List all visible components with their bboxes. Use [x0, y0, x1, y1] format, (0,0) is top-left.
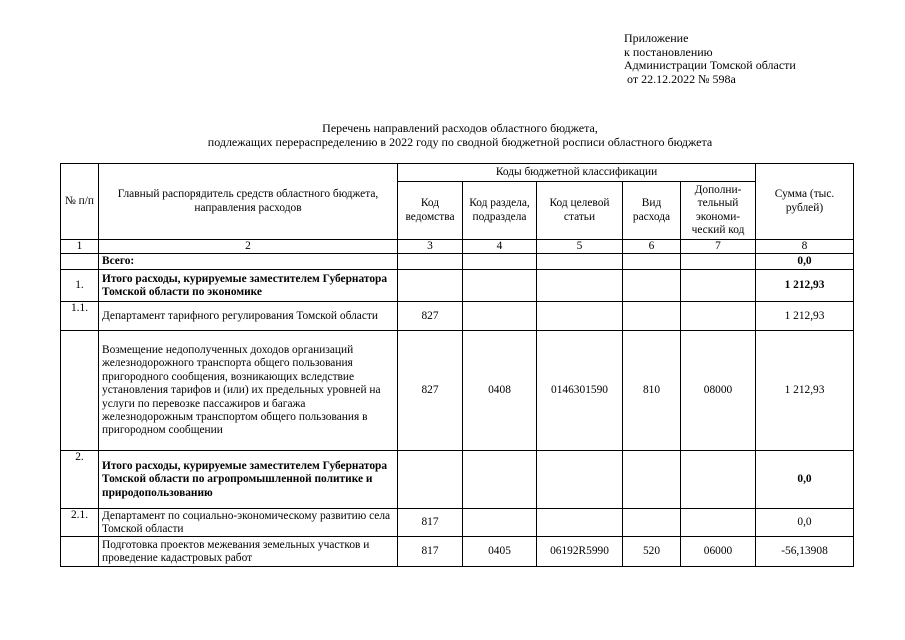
row-add: [681, 302, 756, 331]
row-num: 1.: [61, 270, 99, 302]
col-number: 8: [756, 240, 854, 254]
row-name: Возмещение недополученных доходов организаций железнодорожного транспорта общего пользования пригородного сообщения, возникающих вследствие установления тарифов и (или) их предельных уровней на услуги по перевозке пассажиров и багажа железнодорожным транспортом общего пользования в пригородном сообщении: [99, 331, 398, 451]
appendix-line: Приложение: [624, 31, 689, 45]
header-num: № п/п: [61, 164, 99, 240]
row-sum: 1 212,93: [756, 331, 854, 451]
row-name: Итого расходы, курируемые заместителем Губернатора Томской области по экономике: [99, 270, 398, 302]
col-number: 1: [61, 240, 99, 254]
row-dept: 817: [398, 537, 463, 567]
col-number: 6: [623, 240, 681, 254]
row-sum: 0,0: [756, 451, 854, 509]
table-row: [61, 509, 854, 537]
row-dept: 827: [398, 302, 463, 331]
row-sum: 1 212,93: [756, 270, 854, 302]
row-sum: -56,13908: [756, 537, 854, 567]
table-row: [61, 331, 854, 451]
table-row: [61, 451, 854, 509]
row-target: [537, 302, 623, 331]
row-type: [623, 509, 681, 537]
row-target: 0146301590: [537, 331, 623, 451]
col-number: 3: [398, 240, 463, 254]
row-target: 06192R5990: [537, 537, 623, 567]
row-dept: [398, 451, 463, 509]
appendix-line: от 22.12.2022 № 598а: [627, 71, 736, 86]
row-target: [537, 509, 623, 537]
total-label: Всего:: [99, 254, 398, 270]
row-add: 08000: [681, 331, 756, 451]
row-dept: 827: [398, 331, 463, 451]
col-number: 4: [463, 240, 537, 254]
row-sum: 1 212,93: [756, 302, 854, 331]
table-row: [61, 302, 854, 331]
row-num: 2.1.: [61, 509, 99, 537]
table-row: [61, 270, 854, 302]
row-section: 0408: [463, 331, 537, 451]
row-add: [681, 451, 756, 509]
row-name: Департамент по социально-экономическому развитию села Томской области: [99, 509, 398, 537]
total-sum: 0,0: [756, 254, 854, 270]
header-additional-code: Дополни-тельный экономи-ческий код: [681, 182, 756, 240]
expense-table: [60, 163, 854, 567]
row-name: Подготовка проектов межевания земельных участков и проведение кадастровых работ: [99, 537, 398, 567]
row-add: 06000: [681, 537, 756, 567]
row-section: [463, 451, 537, 509]
appendix-line: Администрации Томской области: [624, 58, 796, 73]
row-section: [463, 509, 537, 537]
row-name: Итого расходы, курируемые заместителем Губернатора Томской области по агропромышленной политике и природопользованию: [99, 451, 398, 509]
column-numbers-row: [61, 240, 854, 254]
row-num: [61, 331, 99, 451]
row-num: 1.1.: [61, 302, 99, 331]
row-add: [681, 509, 756, 537]
col-number: 7: [681, 240, 756, 254]
row-target: [537, 451, 623, 509]
row-type: [623, 302, 681, 331]
header-sum: Сумма (тыс. рублей): [756, 164, 854, 240]
row-dept: [398, 270, 463, 302]
header-expense-type: Вид расхода: [623, 182, 681, 240]
row-sum: 0,0: [756, 509, 854, 537]
row-type: [623, 270, 681, 302]
row-section: [463, 270, 537, 302]
document-title: [60, 121, 860, 149]
row-num: 2.: [61, 451, 99, 509]
title-line: подлежащих перераспределению в 2022 году по сводной бюджетной росписи областного бюджета: [207, 135, 713, 149]
row-num: [61, 537, 99, 567]
total-row: [61, 254, 854, 270]
row-target: [537, 270, 623, 302]
row-type: [623, 451, 681, 509]
row-type: 810: [623, 331, 681, 451]
header-section-code: Код раздела, подраздела: [463, 182, 537, 240]
col-number: 5: [537, 240, 623, 254]
row-section: 0405: [463, 537, 537, 567]
row-dept: 817: [398, 509, 463, 537]
appendix-line: к постановлению: [624, 44, 713, 59]
table-row: [61, 537, 854, 567]
appendix-block: [624, 32, 796, 86]
header-dept-code: Код ведомства: [398, 182, 463, 240]
col-number: 2: [99, 240, 398, 254]
row-section: [463, 302, 537, 331]
header-main: Главный распорядитель средств областного бюджета, направления расходов: [99, 164, 398, 240]
row-type: 520: [623, 537, 681, 567]
title-line: Перечень направлений расходов областного бюджета,: [322, 121, 598, 135]
header-codes-group: Коды бюджетной классификации: [398, 164, 756, 182]
header-target-code: Код целевой статьи: [537, 182, 623, 240]
row-add: [681, 270, 756, 302]
row-name: Департамент тарифного регулирования Томской области: [99, 302, 398, 331]
